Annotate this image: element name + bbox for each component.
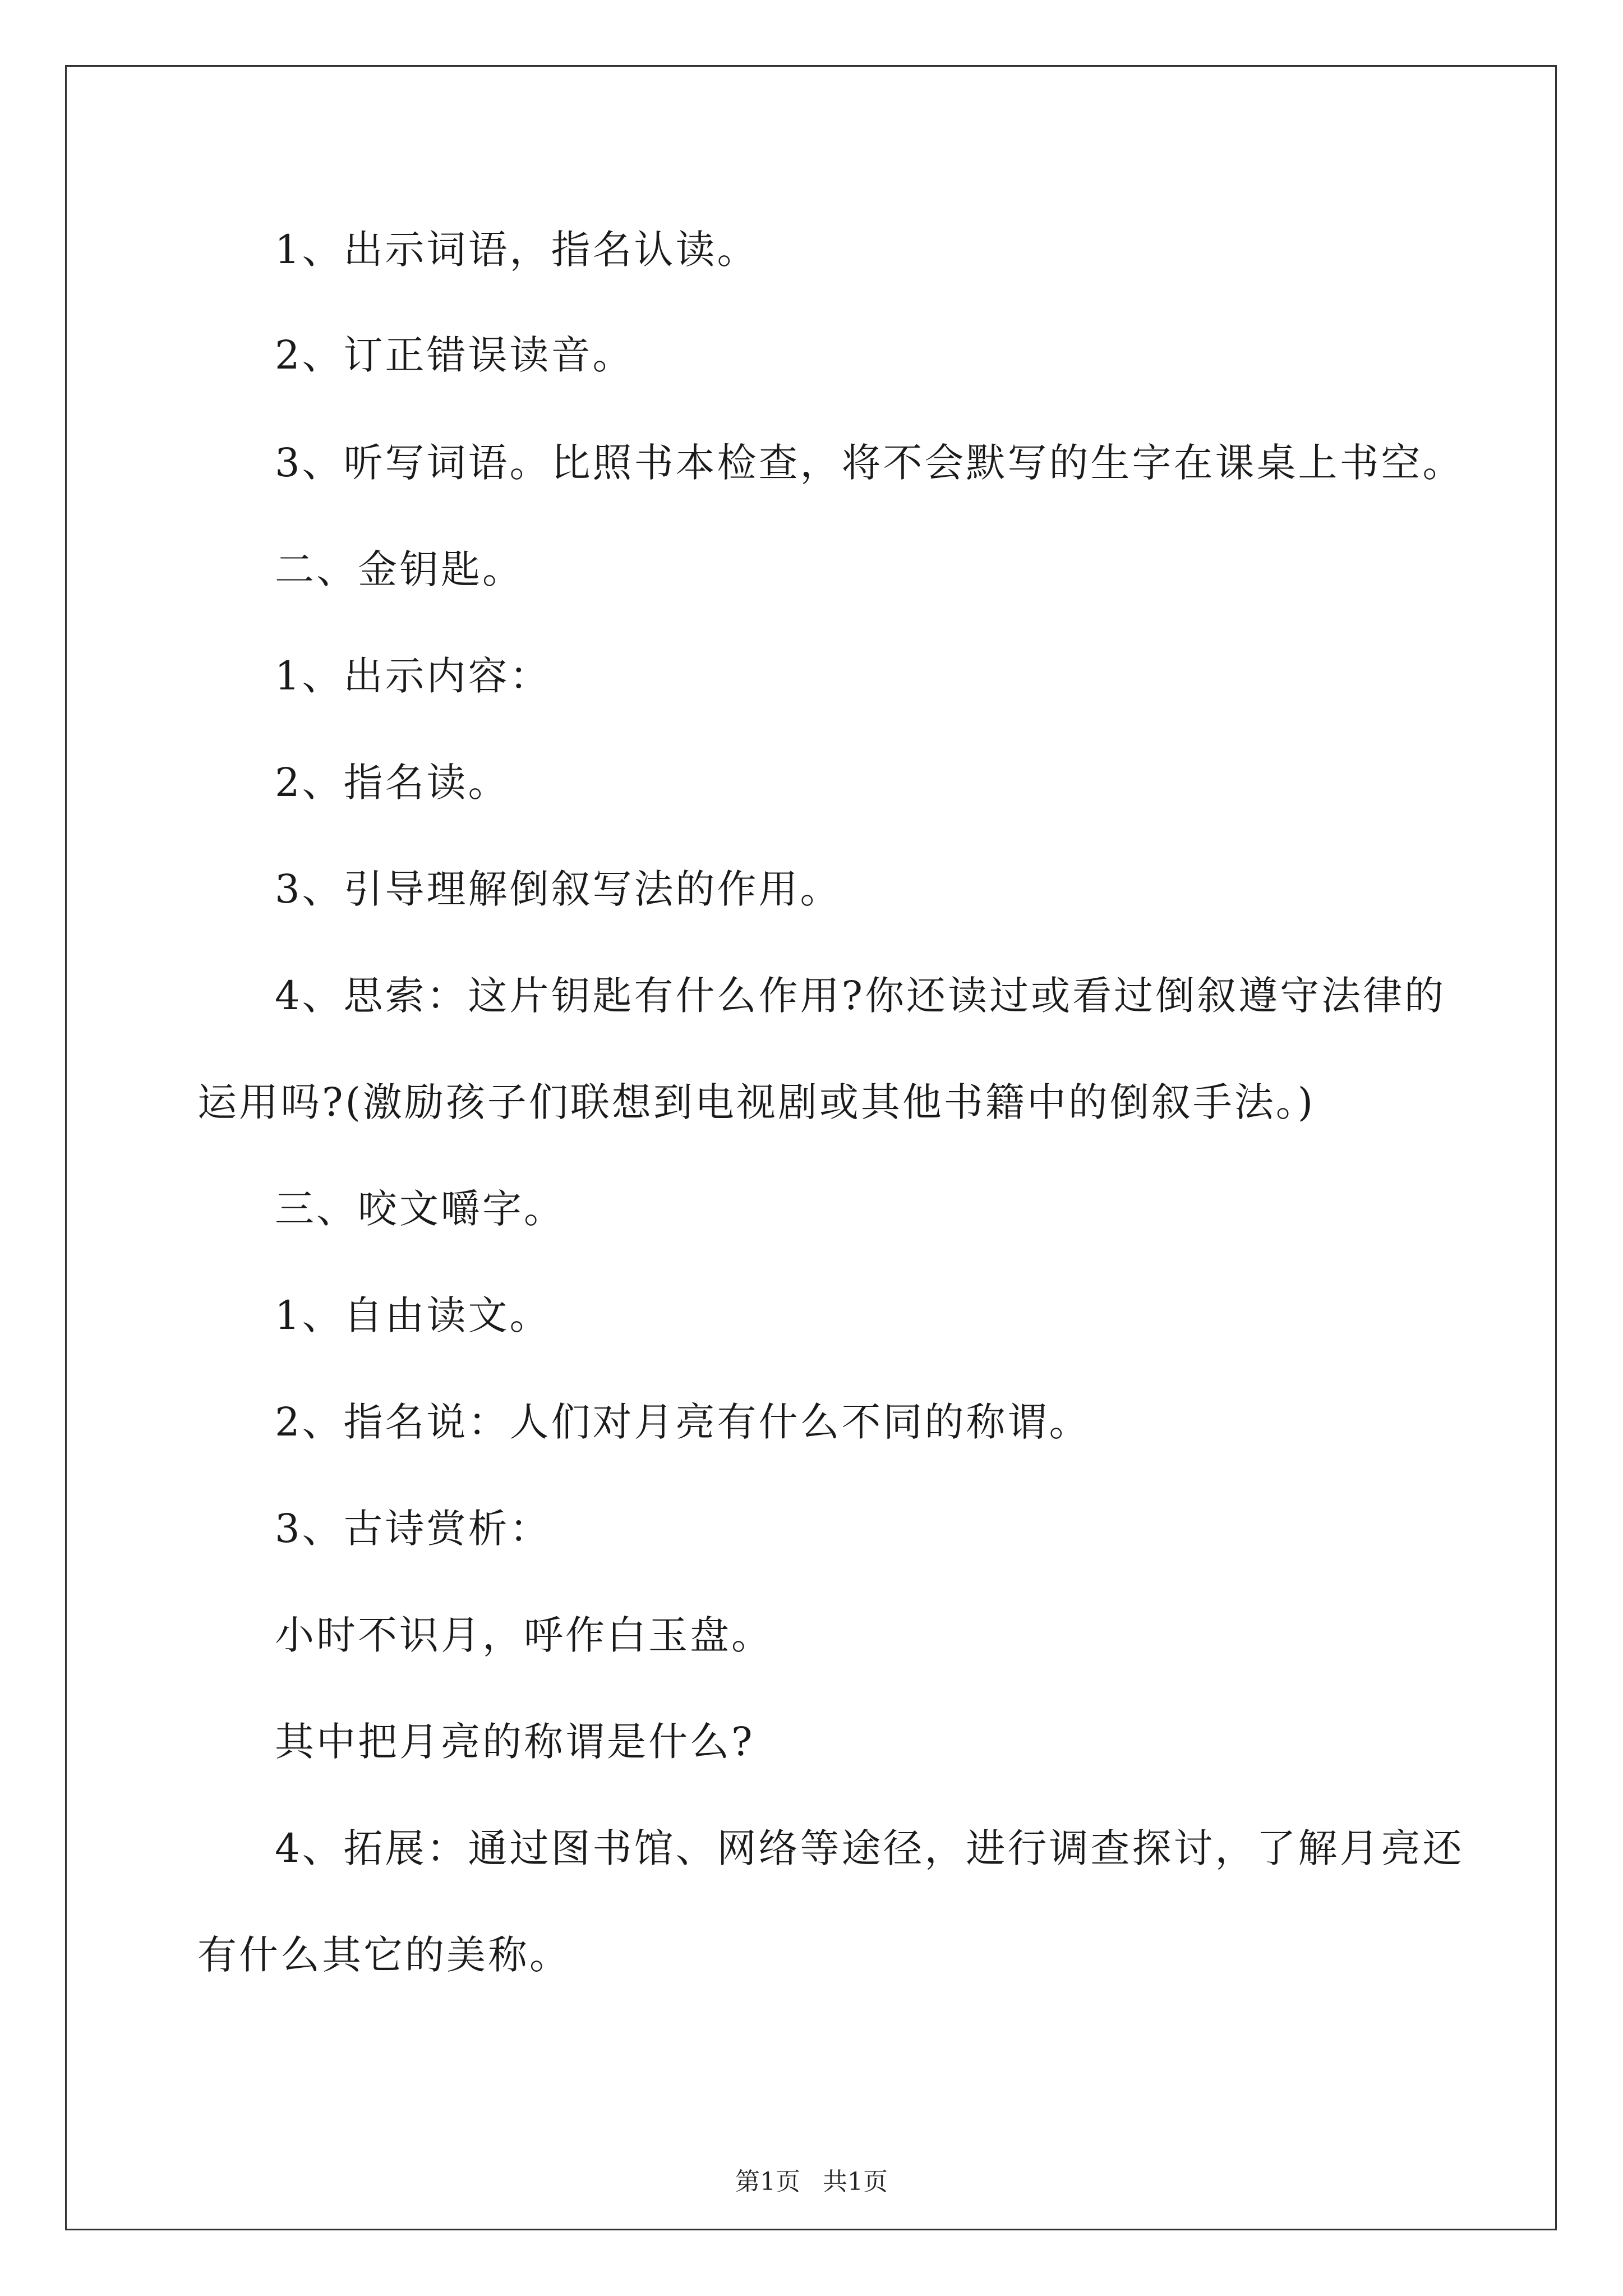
text-line-continuation: 运用吗?(激励孩子们联想到电视剧或其他书籍中的倒叙手法。) [197,1079,1316,1125]
text-line: 2、订正错误读音。 [275,332,634,378]
text-line: 2、指名说：人们对月亮有什么不同的称谓。 [275,1399,1091,1445]
text-line: 其中把月亮的称谓是什么? [275,1719,755,1765]
poem-line: 小时不识月，呼作白玉盘。 [275,1612,773,1658]
section-heading: 三、咬文嚼字。 [275,1186,565,1232]
page-footer [0,2165,1623,2199]
text-line: 3、引导理解倒叙写法的作用。 [275,866,842,912]
text-line: 1、出示内容： [275,653,551,699]
page-number: 第1页 [735,2168,800,2196]
text-line: 3、听写词语。比照书本检查，将不会默写的生字在课桌上书空。 [275,440,1464,486]
text-line-continuation: 有什么其它的美称。 [197,1932,571,1978]
text-line: 4、思索：这片钥匙有什么作用?你还读过或看过倒叙遵守法律的 [275,973,1446,1019]
section-heading: 二、金钥匙。 [275,546,524,592]
text-line: 1、出示词语，指名认读。 [275,227,759,273]
text-line: 3、古诗赏析： [275,1506,551,1552]
text-line: 1、自由读文。 [275,1292,551,1338]
text-line: 2、指名读。 [275,760,510,806]
page-total: 共1页 [823,2168,888,2196]
page-border [65,65,1557,2230]
text-line: 4、拓展：通过图书馆、网络等途径，进行调查探讨，了解月亮还 [275,1825,1464,1871]
